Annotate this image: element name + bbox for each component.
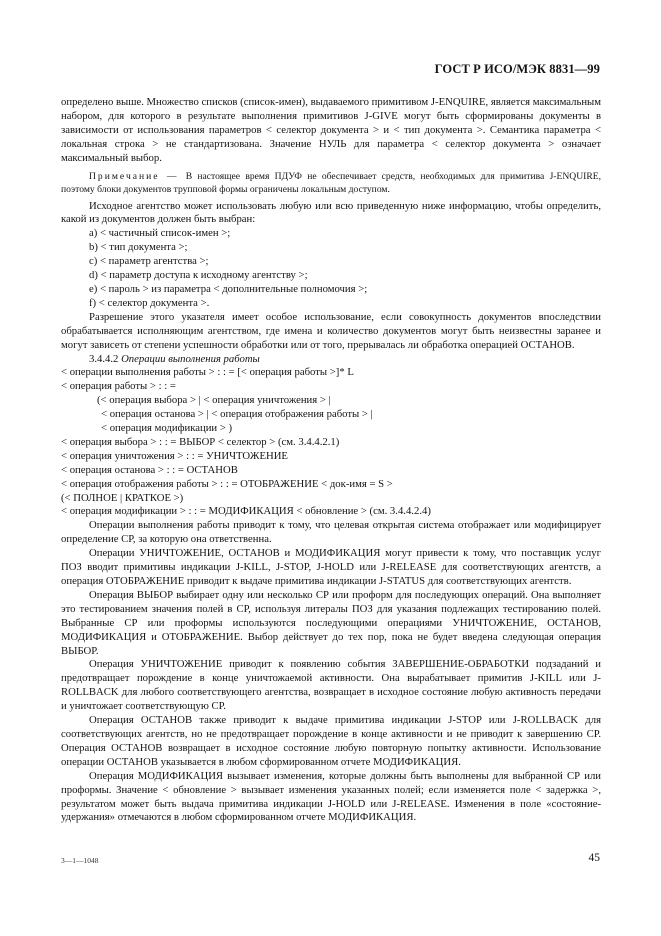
- document-body: [61, 96, 601, 825]
- paragraph-5: Операции УНИЧТОЖЕНИЕ, ОСТАНОВ и МОДИФИКАЦИЯ могут привести к тому, что поставщик услуг ПОЗ вводит примитивы индикации J-KILL, J-STOP, J-HOLD или J-RELEASE для соответствующих агентств, а операция ОТОБРАЖЕНИЕ приводит к выдаче примитива индикации J-STATUS для соответствующих агентств.: [61, 547, 601, 587]
- footer-code: 3—1—1048: [61, 856, 99, 865]
- grammar-indented-3: < операция модификации > ): [101, 422, 233, 435]
- list-item-c: c) < параметр агентства >;: [89, 255, 209, 268]
- grammar-modify: < операция модификации > : : = МОДИФИКАЦИЯ < обновление > (см. 3.4.4.2.4): [61, 505, 431, 518]
- list-item-e: e) < пароль > из параметра < дополнительные полномочия >;: [89, 282, 368, 295]
- grammar-display-options: (< ПОЛНОЕ | КРАТКОЕ >): [61, 491, 184, 504]
- section-heading: [61, 353, 601, 367]
- paragraph-8: Операция ОСТАНОВ также приводит к выдаче примитива индикации J-STOP или J-ROLLBACK для соответствующих агентств, но не предотвращает порождение в конце активности и не приводит к завершению СР. Операция ОСТАНОВ возвращает в исходное состояние любую повторную попытку активности. Использование операции ОСТАНОВ указывается в любом сформированном отчете МОДИФИКАЦИЯ.: [61, 714, 601, 768]
- list-item-a: a) < частичный список-имен >;: [89, 227, 231, 240]
- list-item-d: d) < параметр доступа к исходному агентству >;: [89, 269, 308, 282]
- paragraph-3: Разрешение этого указателя имеет особое использование, если совокупность документов впоследствии обрабатывается исполняющим агентством, где имена и количество документов могут быть неизвестны заранее и могут зависеть от степени успешности обработки или от того, прерывалась ли обработка операцией ОСТАНОВ.: [61, 310, 601, 351]
- grammar-indented-1: (< операция выбора > | < операция уничтожения > |: [97, 394, 331, 407]
- section-title: Операции выполнения работы: [121, 352, 260, 365]
- note: [61, 170, 601, 196]
- grammar-destroy: < операция уничтожения > : : = УНИЧТОЖЕНИЕ: [61, 449, 288, 462]
- paragraph-7: Операция УНИЧТОЖЕНИЕ приводит к появлению события ЗАВЕРШЕНИЕ-ОБРАБОТКИ подзаданий и предотвращает порождение в конце уничтожаемой активности. Она вырабатывает примитив J-KILL или J-ROLLBACK для любого соответствующего агентства, возвращает в исходное состояние любую активность передачи и уничтожает соответствующую СР.: [61, 658, 601, 713]
- grammar-indented-2: < операция останова > | < операция отображения работы > |: [101, 408, 373, 421]
- note-text: В настоящее время ПДУФ не обеспечивает средств, необходимых для примитива J-ENQUIRE, поэтому блоки документов трупповой формы ограничены локальным доступом.: [61, 170, 601, 195]
- grammar-select: < операция выбора > : : = ВЫБОР < селектор > (см. 3.4.4.2.1): [61, 435, 340, 448]
- grammar-display: < операция отображения работы > : : = ОТОБРАЖЕНИЕ < док-имя = S >: [61, 477, 393, 490]
- grammar-stop: < операция останова > : : = ОСТАНОВ: [61, 463, 238, 476]
- document-header: ГОСТ Р ИСО/МЭК 8831—99: [434, 62, 600, 76]
- list-item-f: f) < селектор документа >.: [89, 296, 210, 309]
- paragraph-1: определено выше. Множество списков (список-имен), выдаваемого примитивом J-ENQUIRE, является максимальным набором, для которого в результате выполнения примитивов J-GIVE могут быть сформированы документы в зависимости от использования параметров < селектор документа > и < тип документа >. Семантика параметра < локальная строка > не стандартизована. Значение НУЛЬ для параметра < селектор документа > означает максимальный выбор.: [61, 96, 601, 164]
- grammar-line-2: < операция работы > : : =: [61, 380, 176, 393]
- grammar-line-1: < операции выполнения работы > : : = [< операция работы >]* L: [61, 366, 354, 379]
- paragraph-2: Исходное агентство может использовать любую или всю приведенную ниже информацию, чтобы определить, какой из документов должен быть выбран:: [61, 199, 601, 226]
- note-label: Примечание —: [89, 170, 186, 182]
- paragraph-4: Операции выполнения работы приводит к тому, что целевая открытая система отображает или модифицирует определение СР, за которую она ответственна.: [61, 519, 601, 546]
- section-number: 3.4.4.2: [89, 352, 122, 365]
- page-number: 45: [588, 852, 600, 864]
- paragraph-9: Операция МОДИФИКАЦИЯ вызывает изменения, которые должны быть выполнены для выбранной СР или проформы. Значение < обновление > вызывает изменения указанных полей; если изменяется поле < задержка >, результатом может быть выдача примитива индикации J-HOLD или J-RELEASE. Изменения в поле «состояние-удержания» отмечаются в любом сформированном отчете МОДИФИКАЦИЯ.: [61, 769, 601, 824]
- list-item-b: b) < тип документа >;: [89, 241, 188, 254]
- paragraph-6: Операция ВЫБОР выбирает одну или несколько СР или проформ для последующих операций. Она выполняет это тестированием значения полей в СР, используя литералы ПОЗ для указания подлежащих тестированию полей. Выбранные СР или проформы используются последующими операциями УНИЧТОЖЕНИЕ, ОСТАНОВ, МОДИФИКАЦИЯ и ОТОБРАЖЕНИЕ. Выбор действует до тех пор, пока не будет введена следующая операция ВЫБОР.: [61, 588, 601, 657]
